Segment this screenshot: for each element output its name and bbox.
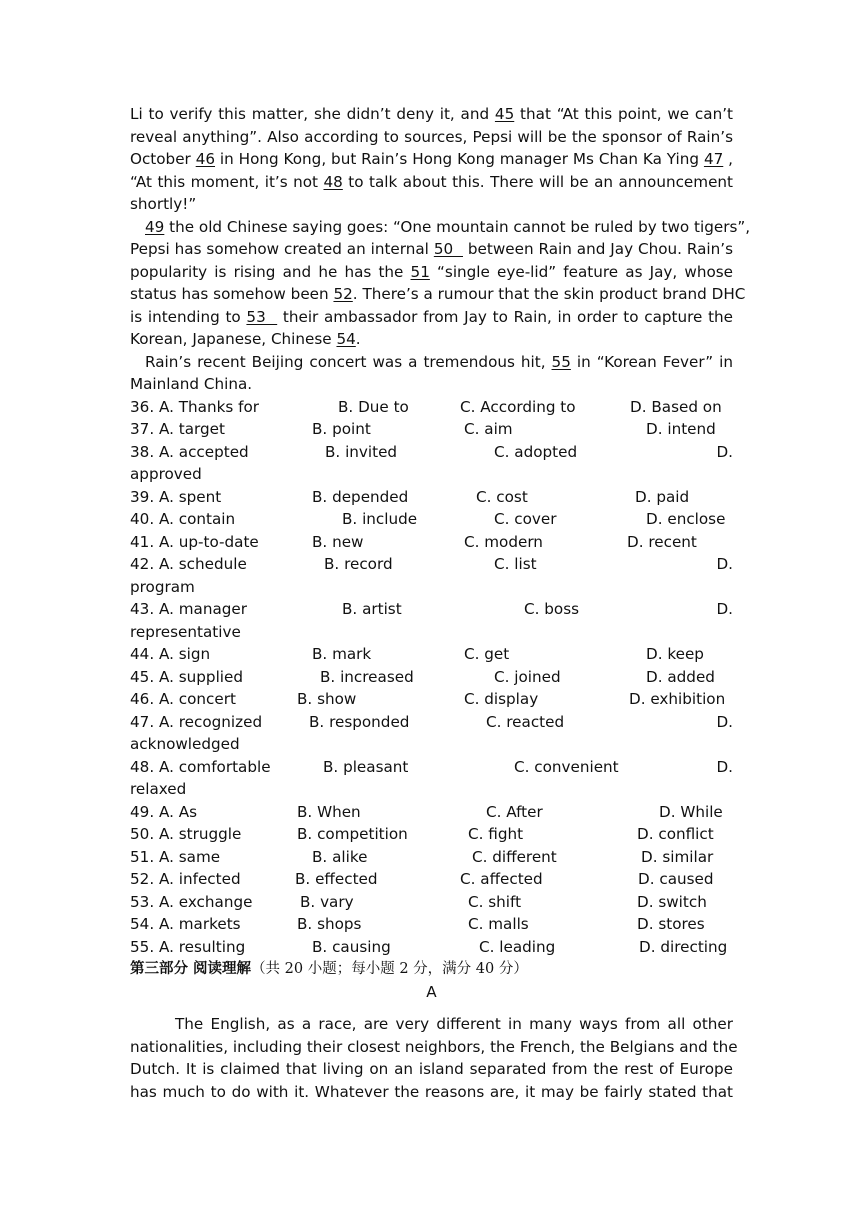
- option-c: C. According to: [460, 397, 576, 416]
- option-c: C. After: [486, 802, 543, 821]
- passage-line: popularity is rising and he has the 51 “single eye-lid” feature as Jay, whose: [130, 262, 733, 281]
- option-d-wrap: program: [130, 577, 195, 596]
- reading-line: Dutch. It is claimed that living on an island separated from the rest of Europe: [130, 1060, 733, 1078]
- option-b: B. new: [312, 532, 364, 551]
- blank-54: 54: [336, 330, 356, 348]
- option-a: 53. A. exchange: [130, 892, 253, 911]
- blank-48: 48: [323, 172, 343, 191]
- cloze-passage: [130, 103, 751, 396]
- option-a: 44. A. sign: [130, 645, 211, 663]
- question-row: [130, 486, 733, 509]
- option-d: D.: [716, 555, 733, 573]
- option-c: C. reacted: [486, 712, 565, 731]
- document-page: [130, 103, 751, 1103]
- option-b: B. include: [342, 510, 418, 528]
- option-a: 54. A. markets: [130, 915, 241, 933]
- option-b: B. effected: [295, 870, 378, 888]
- passage-line: reveal anything”. Also according to sources, Pepsi will be the sponsor of Rain’s: [130, 127, 733, 146]
- option-c: C. display: [464, 690, 539, 708]
- option-d: D. paid: [635, 487, 690, 506]
- option-c: C. modern: [464, 532, 543, 551]
- option-c: C. cover: [494, 510, 557, 528]
- option-a: 51. A. same: [130, 847, 221, 866]
- option-a: 49. A. As: [130, 802, 198, 821]
- option-d: D. Based on: [630, 397, 722, 416]
- option-d: D. intend: [646, 420, 716, 438]
- option-c: C. leading: [479, 937, 556, 956]
- option-d: D. enclose: [646, 510, 726, 528]
- blank-55: 55: [551, 352, 571, 371]
- option-d: D. directing: [639, 937, 728, 956]
- option-b: B. alike: [312, 847, 368, 866]
- question-row: [130, 711, 733, 734]
- option-a: 40. A. contain: [130, 510, 236, 528]
- reading-line: has much to do with it. Whatever the reasons are, it may be fairly stated that: [130, 1082, 733, 1101]
- option-d: D.: [716, 712, 733, 731]
- blank-49: 49: [145, 217, 165, 236]
- blank-51: 51: [410, 262, 430, 281]
- question-row: [130, 396, 733, 419]
- blank-47: 47: [703, 150, 724, 168]
- option-d: D. recent: [627, 532, 697, 551]
- option-a: 50. A. struggle: [130, 825, 242, 843]
- passage-line: is intending to 53 their ambassador from Jay to Rain, in order to capture the: [130, 307, 733, 326]
- passage-line: Pepsi has somehow created an internal 50 between Rain and Jay Chou. Rain’s: [130, 240, 733, 258]
- option-c: C. different: [472, 847, 557, 866]
- passage-line: “At this moment, it’s not 48 to talk about this. There will be an announcement: [130, 172, 733, 191]
- option-b: B. depended: [312, 487, 409, 506]
- option-c: C. aim: [464, 420, 513, 438]
- question-row: [130, 868, 733, 891]
- option-b: B. shops: [297, 915, 362, 933]
- option-d: D.: [716, 600, 733, 618]
- option-b: B. competition: [297, 825, 408, 843]
- question-row: [130, 553, 733, 576]
- question-row: [130, 936, 733, 959]
- option-d-wrap: relaxed: [130, 780, 187, 798]
- option-a: 37. A. target: [130, 420, 225, 438]
- reading-line: nationalities, including their closest neighbors, the French, the Belgians and the: [130, 1037, 738, 1056]
- option-d: D. While: [659, 802, 723, 821]
- question-row: [130, 666, 733, 689]
- option-a: 38. A. accepted: [130, 442, 249, 461]
- passage-line: 49 the old Chinese saying goes: “One mountain cannot be ruled by two tigers”,: [145, 217, 751, 236]
- question-row: [130, 801, 733, 824]
- option-d: D.: [716, 757, 733, 776]
- option-a: 52. A. infected: [130, 870, 241, 888]
- option-d-wrap: acknowledged: [130, 735, 240, 753]
- option-d: D. stores: [637, 915, 705, 933]
- option-b: B. increased: [320, 667, 414, 686]
- option-d: D. added: [646, 667, 715, 686]
- option-d: D. exhibition: [629, 690, 726, 708]
- option-d: D. conflict: [637, 825, 714, 843]
- option-b: B. invited: [325, 442, 398, 461]
- blank-52: 52: [333, 285, 353, 303]
- question-row: [130, 418, 733, 441]
- section-heading: 第三部分 阅读理解（共 20 小题；每小题 2 分，满分 40 分）: [130, 960, 528, 977]
- option-a: 42. A. schedule: [130, 555, 247, 573]
- blank-53: 53: [246, 307, 278, 326]
- option-a: 36. A. Thanks for: [130, 397, 260, 416]
- option-a: 43. A. manager: [130, 600, 248, 618]
- option-d: D.: [716, 442, 733, 461]
- option-d: D. similar: [641, 847, 714, 866]
- option-c: C. shift: [468, 892, 522, 911]
- option-b: B. mark: [312, 645, 372, 663]
- option-b: B. show: [297, 690, 357, 708]
- question-row: [130, 913, 733, 936]
- option-d: D. caused: [638, 870, 714, 888]
- option-c: C. cost: [476, 487, 528, 506]
- option-c: C. list: [494, 555, 537, 573]
- option-c: C. boss: [524, 600, 580, 618]
- question-row: [130, 891, 733, 914]
- question-row: [130, 823, 733, 846]
- blank-46: 46: [195, 150, 216, 168]
- passage-letter: A: [426, 982, 437, 1001]
- option-a: 45. A. supplied: [130, 667, 244, 686]
- option-c: C. joined: [494, 667, 561, 686]
- passage-line: October 46 in Hong Kong, but Rain’s Hong Kong manager Ms Chan Ka Ying 47 ,: [130, 150, 733, 168]
- option-b: B. vary: [300, 892, 354, 911]
- question-row: [130, 531, 733, 554]
- option-c: C. convenient: [514, 757, 619, 776]
- passage-line: status has somehow been 52. There’s a rumour that the skin product brand DHC: [130, 285, 746, 303]
- option-c: C. malls: [468, 915, 529, 933]
- passage-line: Li to verify this matter, she didn’t deny it, and 45 that “At this point, we can’t: [130, 105, 733, 123]
- answer-options: [130, 396, 733, 959]
- passage-line: Korean, Japanese, Chinese 54.: [130, 330, 361, 348]
- option-a: 46. A. concert: [130, 690, 236, 708]
- option-c: C. adopted: [494, 442, 578, 461]
- question-row: [130, 688, 733, 711]
- reading-line: The English, as a race, are very different in many ways from all other: [175, 1015, 733, 1033]
- option-b: B. pleasant: [323, 757, 409, 776]
- option-b: B. record: [324, 555, 393, 573]
- option-a: 55. A. resulting: [130, 937, 246, 956]
- option-b: B. Due to: [338, 397, 409, 416]
- question-row: [130, 643, 733, 666]
- option-d: D. keep: [646, 645, 704, 663]
- reading-passage: [130, 1013, 738, 1103]
- question-row: [130, 846, 733, 869]
- option-b: B. point: [312, 420, 371, 438]
- passage-line: shortly!”: [130, 195, 197, 213]
- option-c: C. affected: [460, 870, 543, 888]
- option-d-wrap: approved: [130, 465, 202, 483]
- option-b: B. causing: [312, 937, 391, 956]
- blank-45: 45: [494, 105, 515, 123]
- blank-50: 50: [433, 240, 463, 258]
- question-row: [130, 756, 733, 779]
- option-b: B. responded: [309, 712, 410, 731]
- passage-line: Rain’s recent Beijing concert was a tremendous hit, 55 in “Korean Fever” in: [145, 352, 733, 371]
- option-c: C. get: [464, 645, 510, 663]
- option-d-wrap: representative: [130, 622, 241, 641]
- question-row: [130, 441, 733, 464]
- question-row: [130, 508, 733, 531]
- option-b: B. When: [297, 802, 361, 821]
- option-a: 48. A. comfortable: [130, 757, 271, 776]
- option-a: 39. A. spent: [130, 487, 222, 506]
- option-a: 41. A. up-to-date: [130, 532, 259, 551]
- option-d: D. switch: [637, 892, 707, 911]
- question-row: [130, 598, 733, 621]
- option-c: C. fight: [468, 825, 524, 843]
- passage-line: Mainland China.: [130, 375, 253, 393]
- option-a: 47. A. recognized: [130, 712, 263, 731]
- option-b: B. artist: [342, 600, 402, 618]
